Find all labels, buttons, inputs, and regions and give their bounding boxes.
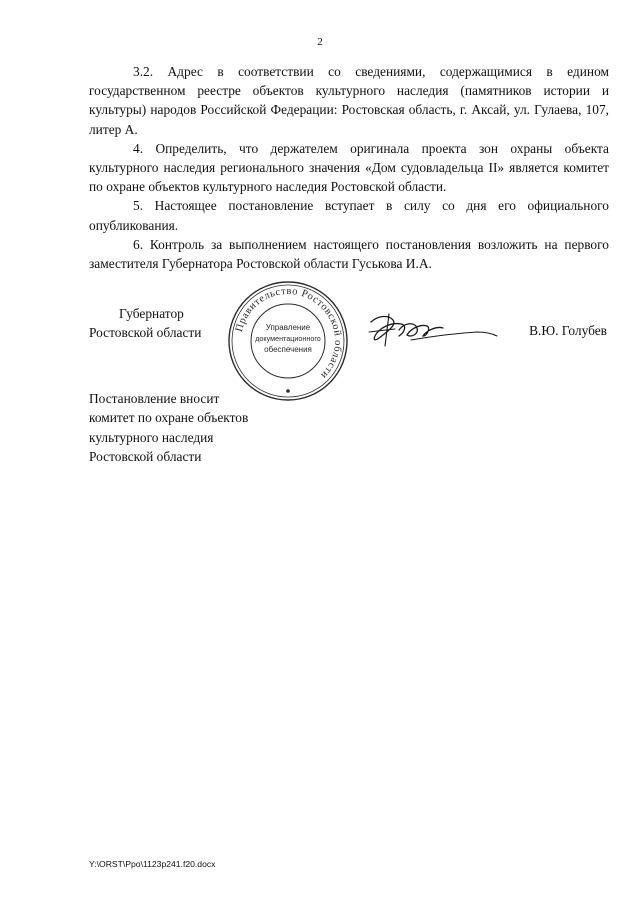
signatory-title-line1: Губернатор [119,306,184,321]
submitter-line-2: комитет по охране объектов [89,410,249,426]
file-path: Y:\ORST\Ppo\1123p241.f20.docx [89,859,216,869]
paragraph-4: 4. Определить, что держателем оригинала проекта зон охраны объекта культурного наследия регионального значения «Дом судовладельца II» является комитет по охране объектов культурного наследия Ростовской области. [89,140,609,195]
official-seal [226,279,350,403]
submitter-note [89,389,248,466]
seal-inner-line1: Управление [265,323,311,332]
paragraph-6: 6. Контроль за выполнением настоящего постановления возложить на первого заместителя Губернатора Ростовской области Гуськова И.А. [89,236,609,272]
seal-ring-text: Правительство Ростовской области [233,285,344,381]
paragraph-5: 5. Настоящее постановление вступает в силу со дня его официального опубликования. [89,198,609,233]
page-number: 2 [317,36,323,48]
seal-inner-line2: документационного [255,334,321,343]
signature-autograph [365,310,505,350]
signature-block [89,285,609,396]
signatory-name: В.Ю. Голубев [529,323,607,338]
submitter-line-4: Ростовской области [89,448,202,464]
submitter-line-3: культурного наследия [89,429,214,445]
paragraph-3-2: 3.2. Адрес в соответствии со сведениями, содержащимися в едином государственном реестре объектов культурного наследия (памятников истории и культуры) народов Российской Федерации: Ростовская область, г. Аксай, ул. Гулаева, 107, литер А. [89,64,609,137]
document-body [89,62,609,273]
submitter-line-1: Постановление вносит [89,391,220,406]
seal-inner-line3: обеспечения [264,345,312,354]
signatory-title-line2: Ростовской области [89,325,202,340]
